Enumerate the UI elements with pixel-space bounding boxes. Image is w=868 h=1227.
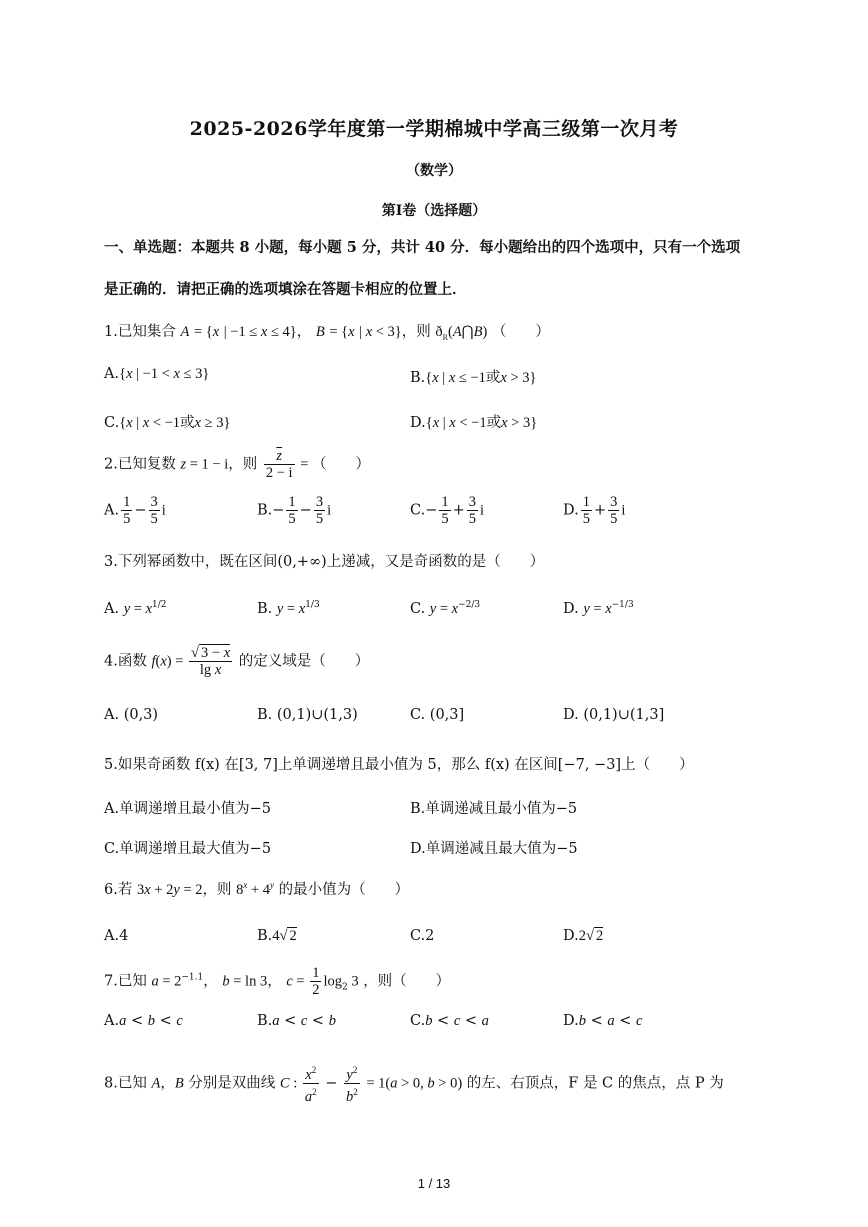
question-7: 7.已知 $a = 2^{-1.1}$， b = ln 3， c = $\frac{1}{2}$ $\log_2 3$ ，则（ ） — [104, 965, 451, 998]
exam-subject: （数学） — [406, 163, 462, 179]
q3-option-b[interactable]: B. $y = x^{1/3}$ — [257, 600, 320, 617]
q1-option-d[interactable]: D.{x | x < −1或x > 3} — [410, 415, 538, 431]
q2-option-c[interactable]: C.− $\frac{1}{5}$ + $\frac{3}{5}$ i — [410, 494, 485, 527]
q1-option-b[interactable]: B.{x | x ≤ −1或x > 3} — [410, 370, 537, 386]
q6-option-c[interactable]: C.2 — [410, 928, 435, 944]
q1-option-c[interactable]: C.{x | x < −1或x ≥ 3} — [104, 415, 231, 431]
q6-option-d[interactable]: D.2√ 2 — [563, 928, 604, 944]
q7-option-d[interactable]: D.b < a < c — [563, 1013, 643, 1029]
section-heading: 第Ⅰ卷（选择题） — [381, 203, 487, 219]
question-6: 6.若 3x + 2y = 2，则 $8^x + 4^y$ 的最小值为（ ） — [104, 880, 410, 898]
question-4: 4.函数 f(x) = $\frac{√ 3 - x}{\text{lg x}}$ 的定义域是（ ） — [104, 645, 370, 678]
question-8: 8.已知 A，B 分别是双曲线 C : $\frac{x^2}{a^2}$ − $\frac{y^2}{b^2}$ = 1(a > 0, b > 0) 的左、右顶点，F 是 C 的焦点，点 P 为 — [104, 1062, 724, 1105]
q3-option-c[interactable]: C. $y = x^{-2/3}$ — [410, 600, 481, 617]
q1-option-a[interactable]: A.{x | −1 < x ≤ 3} — [104, 366, 210, 382]
q6-option-b[interactable]: B.4√ 2 — [257, 928, 297, 944]
q7-option-b[interactable]: B.a < c < b — [257, 1013, 336, 1029]
instructions-line-2: 是正确的．请把正确的选项填涂在答题卡相应的位置上． — [104, 281, 467, 298]
q5-option-a[interactable]: A.单调递增且最小值为−5 — [104, 801, 271, 817]
q7-option-c[interactable]: C.b < c < a — [410, 1013, 489, 1029]
q2-option-a[interactable]: A. $\frac{1}{5}$ − $\frac{3}{5}$ i — [104, 494, 166, 527]
q5-option-d[interactable]: D.单调递减且最大值为−5 — [410, 841, 578, 857]
question-3: 3.下列幂函数中，既在区间(0,+∞)上递减，又是奇函数的是（ ） — [104, 554, 545, 570]
q3-option-d[interactable]: D. $y = x^{-1/3}$ — [563, 600, 634, 617]
question-2: 2.已知复数 z = 1 − i，则 $\frac{\overline{z}}{2 - i}$ = （ ） — [104, 448, 371, 481]
q7-option-a[interactable]: A.a < b < c — [104, 1013, 183, 1029]
q6-option-a[interactable]: A.4 — [104, 928, 129, 944]
page-number: 1 / 13 — [417, 1176, 451, 1191]
q5-option-b[interactable]: B.单调递减且最小值为−5 — [410, 801, 578, 817]
question-5: 5.如果奇函数 f(x) 在[3, 7]上单调递增且最小值为 5，那么 f(x) 在区间[−7, −3]上（ ） — [104, 757, 694, 773]
q3-option-a[interactable]: A. $y = x^{1/2}$ — [104, 600, 167, 617]
q2-option-b[interactable]: B.− $\frac{1}{5}$ − $\frac{3}{5}$ i — [257, 494, 332, 527]
q4-option-c[interactable]: C. (0,3] — [410, 707, 465, 723]
question-1: 1.已知集合 A = {x | −1 ≤ x ≤ 4}， B = {x | x < 3}，则 $ð_R(A⋂B)$ （ ） — [104, 324, 550, 342]
q4-option-a[interactable]: A. (0,3) — [104, 707, 159, 723]
exam-title: 2025-2026学年度第一学期棉城中学高三级第一次月考 — [189, 118, 679, 140]
q5-option-c[interactable]: C.单调递增且最大值为−5 — [104, 841, 272, 857]
q4-option-b[interactable]: B. (0,1)∪(1,3) — [257, 707, 358, 723]
instructions-line-1: 一、单选题：本题共 8 小题，每小题 5 分，共计 40 分．每小题给出的四个选项中，只有一个选项 — [104, 239, 741, 256]
q4-option-d[interactable]: D. (0,1)∪(1,3] — [563, 707, 665, 723]
q2-option-d[interactable]: D. $\frac{1}{5}$ + $\frac{3}{5}$ i — [563, 494, 626, 527]
